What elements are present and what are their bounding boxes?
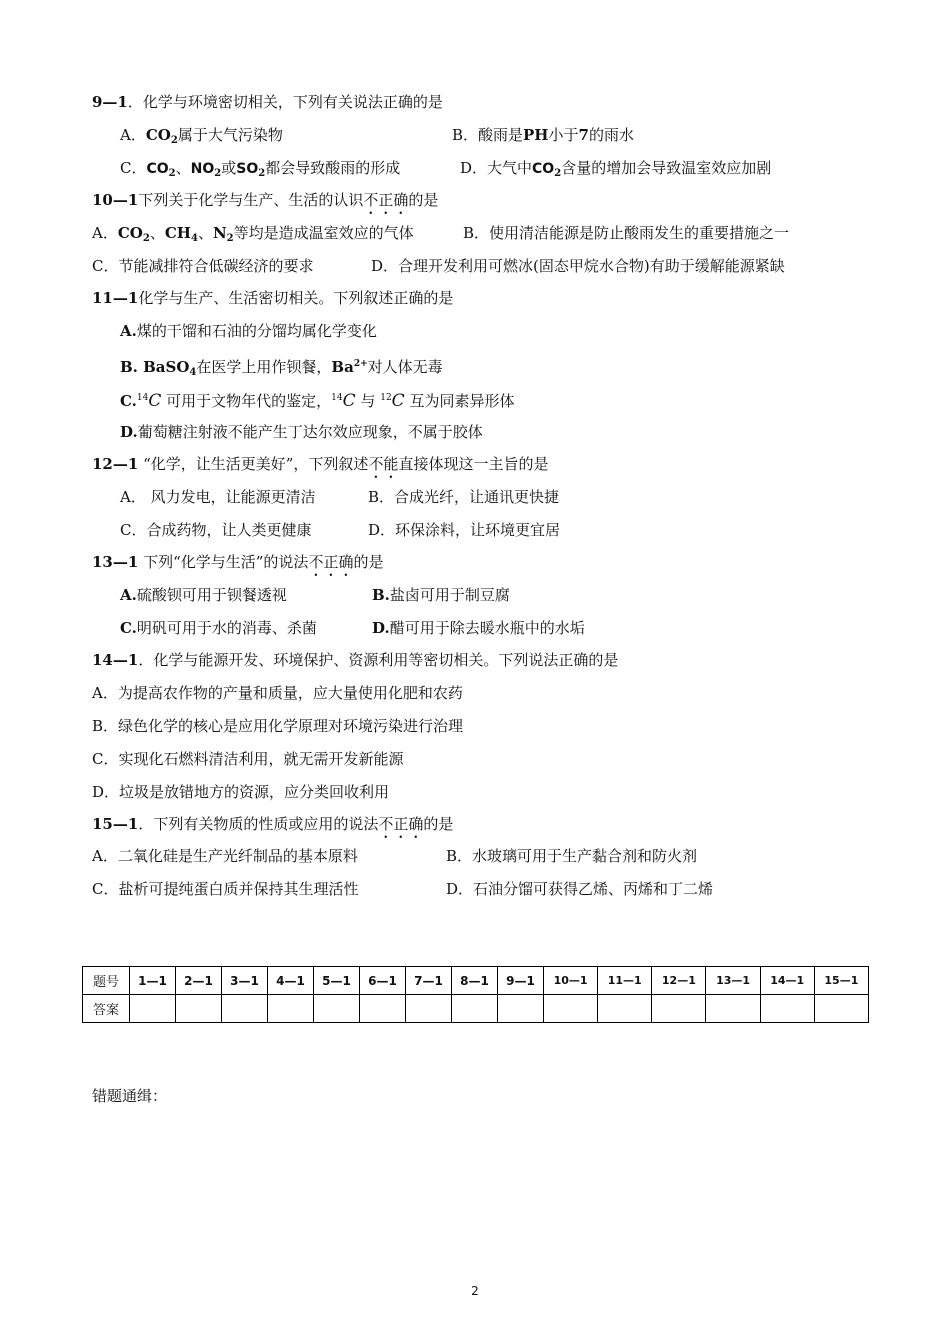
q13-option-a: A.硫酸钡可用于钡餐透视 bbox=[120, 586, 287, 604]
answer-cell[interactable] bbox=[544, 995, 598, 1023]
q10-option-a: A．$CO_2$、$CH_4$、$N_2$等均是造成温室效应的气体 bbox=[92, 224, 414, 244]
answer-cell[interactable] bbox=[498, 995, 544, 1023]
q9-option-a: A．$CO_2$属于大气污染物 bbox=[120, 126, 283, 146]
page-number: 2 bbox=[471, 1284, 479, 1298]
q12-option-c: C．合成药物，让人类更健康 bbox=[120, 521, 312, 539]
q9-option-d: D．大气中$CO_2$含量的增加会导致温室效应加剧 bbox=[460, 159, 772, 179]
emphasis-text: 不能 bbox=[368, 455, 399, 473]
q12-option-d: D．环保涂料，让环境更宜居 bbox=[368, 521, 561, 539]
q13-option-c: C.明矾可用于水的消毒、杀菌 bbox=[120, 619, 317, 637]
emphasis-text: 不正确 bbox=[363, 191, 409, 209]
table-row bbox=[83, 995, 869, 1023]
q15-option-b: B．水玻璃可用于生产黏合剂和防火剂 bbox=[446, 847, 698, 865]
question-number-cell: 14—1 bbox=[760, 967, 814, 995]
question-12-stem: 12—1 “化学，让生活更美好”，下列叙述不能直接体现这一主旨的是 bbox=[92, 455, 549, 473]
answer-cell[interactable] bbox=[176, 995, 222, 1023]
question-number-cell: 9—1 bbox=[498, 967, 544, 995]
question-15-stem: 15—1．下列有关物质的性质或应用的说法不正确的是 bbox=[92, 815, 454, 833]
q11-option-b: B. BaSO$_4$在医学上用作钡餐，$Ba^{2+}$对人体无毒 bbox=[120, 358, 443, 378]
q14-option-a: A．为提高农作物的产量和质量，应大量使用化肥和农药 bbox=[92, 684, 463, 702]
q15-option-a: A．二氧化硅是生产光纤制品的基本原料 bbox=[92, 847, 358, 865]
q12-option-b: B．合成光纤，让通讯更快捷 bbox=[368, 488, 560, 506]
answer-cell[interactable] bbox=[268, 995, 314, 1023]
question-number: 9—1 bbox=[92, 93, 128, 111]
question-number-cell: 8—1 bbox=[452, 967, 498, 995]
answer-cell[interactable] bbox=[760, 995, 814, 1023]
q13-option-d: D.醋可用于除去暖水瓶中的水垢 bbox=[372, 619, 585, 637]
question-number-cell: 7—1 bbox=[406, 967, 452, 995]
q13-option-b: B.盐卤可用于制豆腐 bbox=[372, 586, 510, 604]
answer-cell[interactable] bbox=[222, 995, 268, 1023]
question-text: ．化学与环境密切相关，下列有关说法正确的是 bbox=[127, 93, 443, 111]
q14-option-b: B．绿色化学的核心是应用化学原理对环境污染进行治理 bbox=[92, 717, 464, 735]
q9-option-c: C．$CO_2$、$NO_2$或$SO_2$都会导致酸雨的形成 bbox=[120, 159, 401, 179]
q12-option-a: A． 风力发电，让能源更清洁 bbox=[120, 488, 316, 506]
q10-option-b: B．使用清洁能源是防止酸雨发生的重要措施之一 bbox=[463, 224, 790, 242]
answer-cell[interactable] bbox=[706, 995, 760, 1023]
q9-option-b: B．酸雨是PH小于7的雨水 bbox=[452, 126, 634, 144]
question-11-stem: 11—1化学与生产、生活密切相关。下列叙述正确的是 bbox=[92, 289, 454, 307]
question-number-cell: 10—1 bbox=[544, 967, 598, 995]
answer-cell[interactable] bbox=[314, 995, 360, 1023]
q14-option-d: D．垃圾是放错地方的资源，应分类回收利用 bbox=[92, 783, 390, 801]
table-row bbox=[83, 967, 869, 995]
question-number-cell: 5—1 bbox=[314, 967, 360, 995]
question-14-stem: 14—1．化学与能源开发、环境保护、资源利用等密切相关。下列说法正确的是 bbox=[92, 651, 619, 669]
question-number-cell: 15—1 bbox=[814, 967, 868, 995]
question-number-cell: 1—1 bbox=[130, 967, 176, 995]
q11-option-d: D.葡萄糖注射液不能产生丁达尔效应现象，不属于胶体 bbox=[120, 423, 483, 441]
question-number-cell: 12—1 bbox=[652, 967, 706, 995]
answer-cell[interactable] bbox=[130, 995, 176, 1023]
answer-cell[interactable] bbox=[814, 995, 868, 1023]
question-number-cell: 3—1 bbox=[222, 967, 268, 995]
answer-cell[interactable] bbox=[598, 995, 652, 1023]
question-number-cell: 2—1 bbox=[176, 967, 222, 995]
wrong-questions-label: 错题通缉： bbox=[92, 1087, 168, 1105]
q11-option-a: A.煤的干馏和石油的分馏均属化学变化 bbox=[120, 322, 377, 340]
row-label: 题号 bbox=[83, 967, 130, 995]
question-number-cell: 11—1 bbox=[598, 967, 652, 995]
answer-cell[interactable] bbox=[360, 995, 406, 1023]
q15-option-c: C．盐析可提纯蛋白质并保持其生理活性 bbox=[92, 880, 359, 898]
question-number-cell: 13—1 bbox=[706, 967, 760, 995]
q11-option-c: C.$^{14}$C 可用于文物年代的鉴定，$^{14}$C 与 $^{12}$C 互为同素异形体 bbox=[120, 391, 515, 411]
row-label: 答案 bbox=[83, 995, 130, 1023]
question-number-cell: 6—1 bbox=[360, 967, 406, 995]
q10-option-d: D．合理开发利用可燃冰(固态甲烷水合物)有助于缓解能源紧缺 bbox=[371, 257, 785, 275]
question-13-stem: 13—1 下列“化学与生活”的说法不正确的是 bbox=[92, 553, 384, 571]
q15-option-d: D．石油分馏可获得乙烯、丙烯和丁二烯 bbox=[446, 880, 714, 898]
emphasis-text: 不正确 bbox=[308, 553, 354, 571]
answer-table bbox=[82, 966, 869, 1023]
emphasis-text: 不正确 bbox=[378, 815, 424, 833]
q14-option-c: C．实现化石燃料清洁利用，就无需开发新能源 bbox=[92, 750, 404, 768]
q10-option-c: C．节能减排符合低碳经济的要求 bbox=[92, 257, 314, 275]
answer-cell[interactable] bbox=[652, 995, 706, 1023]
question-number-cell: 4—1 bbox=[268, 967, 314, 995]
answer-cell[interactable] bbox=[406, 995, 452, 1023]
question-10-stem: 10—1下列关于化学与生产、生活的认识不正确的是 bbox=[92, 191, 439, 209]
answer-cell[interactable] bbox=[452, 995, 498, 1023]
question-9-stem bbox=[92, 92, 443, 112]
